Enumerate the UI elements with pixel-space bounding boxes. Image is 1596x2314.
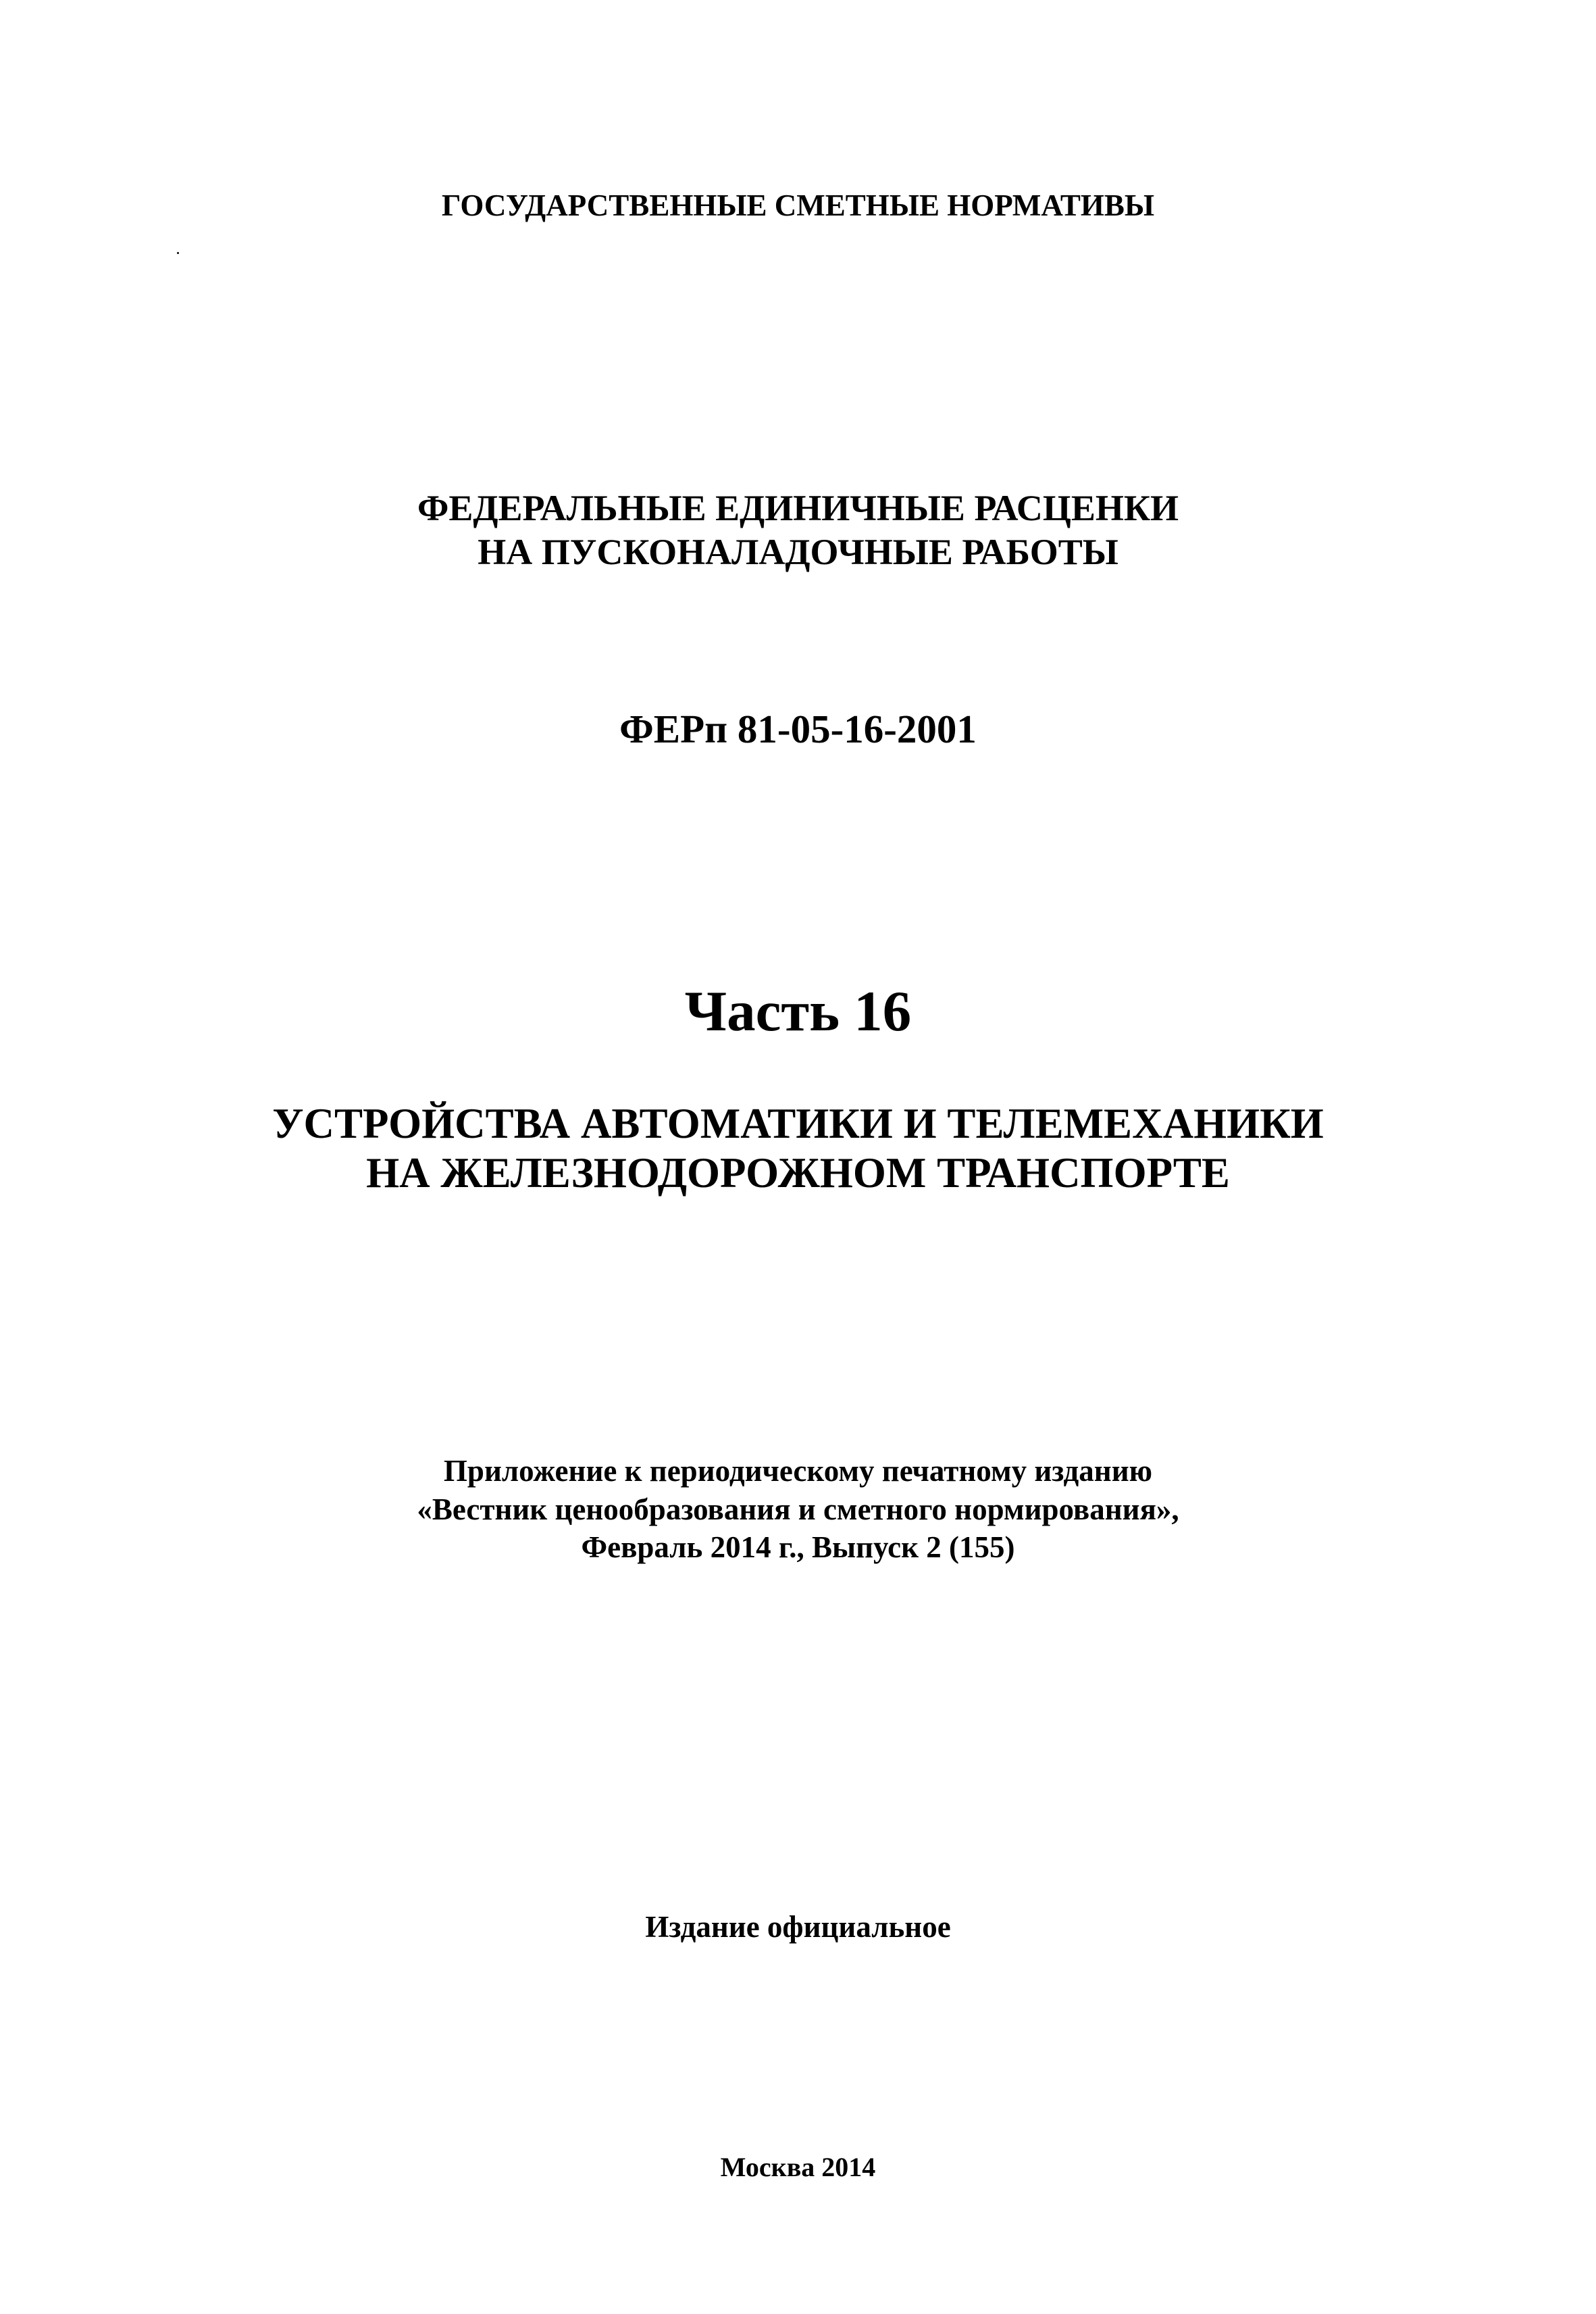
part-subtitle-line-2: НА ЖЕЛЕЗНОДОРОЖНОМ ТРАНСПОРТЕ [366, 1149, 1230, 1197]
imprint: Москва 2014 [720, 2152, 876, 2182]
title-line-1: ФЕДЕРАЛЬНЫЕ ЕДИНИЧНЫЕ РАСЦЕНКИ [417, 488, 1179, 528]
supplement-line-1: Приложение к периодическому печатному изданию [443, 1454, 1153, 1488]
part-label: Часть 16 [684, 980, 912, 1043]
document-code: ФЕРп 81-05-16-2001 [619, 707, 977, 751]
part-subtitle-line-1: УСТРОЙСТВА АВТОМАТИКИ И ТЕЛЕМЕХАНИКИ [272, 1100, 1324, 1147]
header-organization: ГОСУДАРСТВЕННЫЕ СМЕТНЫЕ НОРМАТИВЫ [441, 188, 1155, 222]
supplement-line-2: «Вестник ценообразования и сметного нормирования», [417, 1492, 1179, 1526]
supplement-line-3: Февраль 2014 г., Выпуск 2 (155) [581, 1530, 1015, 1564]
title-line-2: НА ПУСКОНАЛАДОЧНЫЕ РАБОТЫ [478, 532, 1118, 572]
edition-note: Издание официальное [645, 1910, 951, 1944]
scan-speck [177, 252, 179, 254]
